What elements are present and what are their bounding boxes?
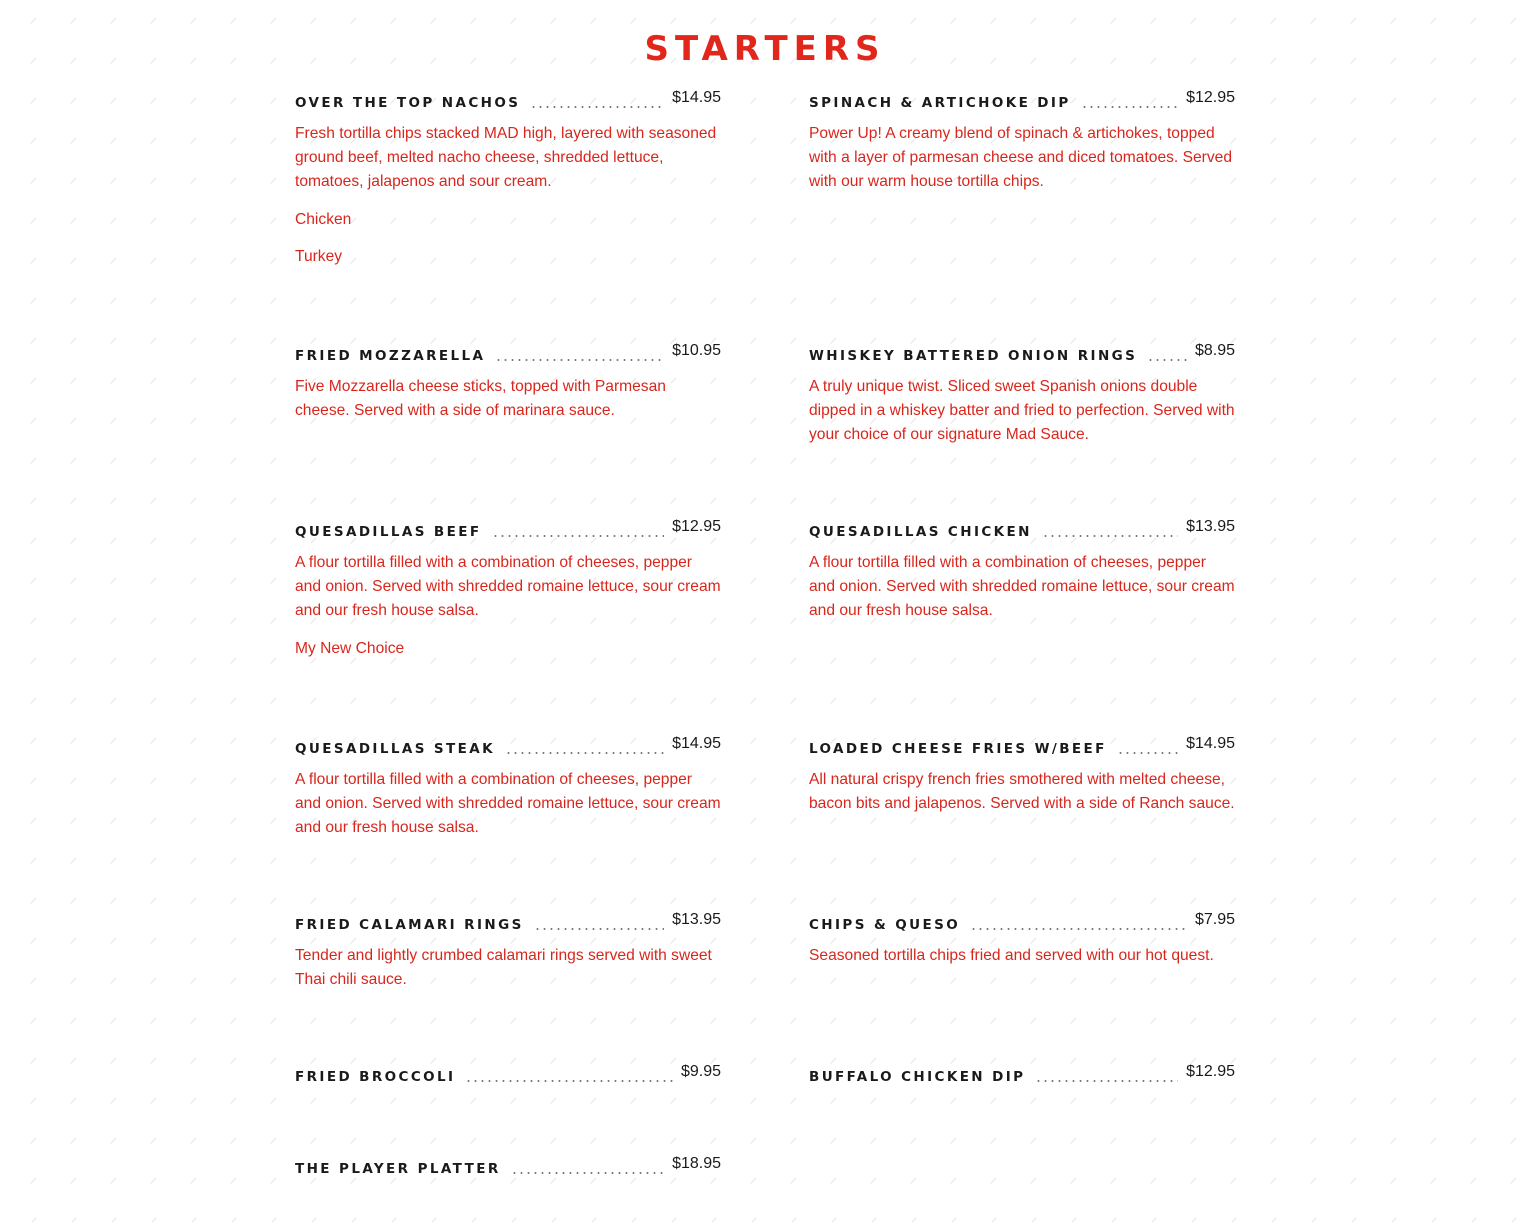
- item-price: $10.95: [672, 342, 721, 359]
- menu-item: [809, 341, 1235, 447]
- item-description: Five Mozzarella cheese sticks, topped with Parmesan cheese. Served with a side of marinara sauce.: [295, 378, 666, 419]
- dot-leader: [465, 1080, 673, 1082]
- item-price: $9.95: [680, 1063, 721, 1080]
- item-name: THE PLAYER PLATTER: [295, 1161, 501, 1177]
- dot-leader: [530, 106, 664, 108]
- item-description: A flour tortilla filled with a combination of cheeses, pepper and onion. Served with shredded romaine lettuce, sour cream and our fresh house salsa.: [295, 771, 721, 836]
- item-price: $12.95: [1186, 89, 1235, 106]
- item-option-my-new-choice: My New Choice: [295, 640, 405, 657]
- item-price: $13.95: [1186, 518, 1235, 535]
- menu-item: [295, 88, 721, 268]
- item-header: [295, 341, 721, 365]
- item-header: [809, 734, 1235, 758]
- menu-item: [809, 734, 1235, 816]
- item-description: Power Up! A creamy blend of spinach & artichokes, topped with a layer of parmesan cheese and diced tomatoes. Served with our warm house tortilla chips.: [809, 125, 1233, 190]
- item-header: [809, 517, 1235, 541]
- item-header: [295, 88, 721, 112]
- menu-item: [295, 734, 721, 840]
- dot-leader: [1042, 535, 1178, 537]
- item-name: FRIED BROCCOLI: [295, 1069, 456, 1085]
- item-description: A flour tortilla filled with a combination of cheeses, pepper and onion. Served with shredded romaine lettuce, sour cream and our fresh house salsa.: [295, 554, 721, 619]
- item-name: BUFFALO CHICKEN DIP: [809, 1069, 1026, 1085]
- item-name: LOADED CHEESE FRIES W/BEEF: [809, 741, 1107, 757]
- item-price: $12.95: [672, 518, 721, 535]
- dot-leader: [1081, 106, 1178, 108]
- item-price: $14.95: [672, 735, 721, 752]
- page-title: STARTERS: [644, 29, 886, 69]
- menu-item: [809, 88, 1235, 194]
- item-header: [809, 910, 1235, 934]
- item-name: CHIPS & QUESO: [809, 917, 961, 933]
- item-name: FRIED MOZZARELLA: [295, 348, 486, 364]
- dot-leader: [495, 359, 664, 361]
- item-description: A flour tortilla filled with a combination of cheeses, pepper and onion. Served with shredded romaine lettuce, sour cream and our fresh house salsa.: [809, 554, 1235, 619]
- item-header: [295, 1154, 721, 1178]
- menu-item: [295, 910, 721, 992]
- menu-item: [809, 517, 1235, 623]
- item-name: QUESADILLAS BEEF: [295, 524, 482, 540]
- item-price: $13.95: [672, 911, 721, 928]
- item-header: [809, 341, 1235, 365]
- menu-item: [295, 341, 721, 423]
- menu-item: [809, 1062, 1235, 1086]
- dot-leader: [1117, 752, 1178, 754]
- item-name: OVER THE TOP NACHOS: [295, 95, 521, 111]
- dot-leader: [1035, 1080, 1178, 1082]
- item-name: QUESADILLAS CHICKEN: [809, 524, 1032, 540]
- item-price: $8.95: [1194, 342, 1235, 359]
- item-header: [295, 734, 721, 758]
- item-description: All natural crispy french fries smothered with melted cheese, bacon bits and jalapenos. Served with a side of Ranch sauce.: [809, 771, 1235, 812]
- dot-leader: [970, 928, 1187, 930]
- item-header: [295, 1062, 721, 1086]
- item-header: [809, 1062, 1235, 1086]
- item-price: $14.95: [672, 89, 721, 106]
- item-name: SPINACH & ARTICHOKE DIP: [809, 95, 1071, 111]
- item-name: FRIED CALAMARI RINGS: [295, 917, 524, 933]
- item-name: QUESADILLAS STEAK: [295, 741, 495, 757]
- item-name: WHISKEY BATTERED ONION RINGS: [809, 348, 1138, 364]
- item-description: Fresh tortilla chips stacked MAD high, layered with seasoned ground beef, melted nacho cheese, shredded lettuce, tomatoes, jalapenos and sour cream.: [295, 125, 717, 190]
- item-header: [295, 517, 721, 541]
- item-option-turkey: Turkey: [295, 248, 343, 265]
- dot-leader: [492, 535, 665, 537]
- item-header: [809, 88, 1235, 112]
- dot-leader: [511, 1172, 664, 1174]
- item-description: Seasoned tortilla chips fried and served with our hot quest.: [809, 947, 1214, 964]
- menu-item: [295, 1062, 721, 1086]
- item-price: $18.95: [672, 1155, 721, 1172]
- item-price: $12.95: [1186, 1063, 1235, 1080]
- dot-leader: [505, 752, 664, 754]
- item-description: A truly unique twist. Sliced sweet Spanish onions double dipped in a whiskey batter and fried to perfection. Served with your choice of our signature Mad Sauce.: [809, 378, 1235, 443]
- item-price: $7.95: [1194, 911, 1235, 928]
- item-header: [295, 910, 721, 934]
- dot-leader: [534, 928, 664, 930]
- item-option-chicken: Chicken: [295, 211, 352, 228]
- item-description: Tender and lightly crumbed calamari rings served with sweet Thai chili sauce.: [295, 947, 712, 988]
- item-price: $14.95: [1186, 735, 1235, 752]
- dot-leader: [1147, 359, 1187, 361]
- menu-item: [809, 910, 1235, 968]
- menu-item: [295, 517, 721, 660]
- menu-item: [295, 1154, 721, 1178]
